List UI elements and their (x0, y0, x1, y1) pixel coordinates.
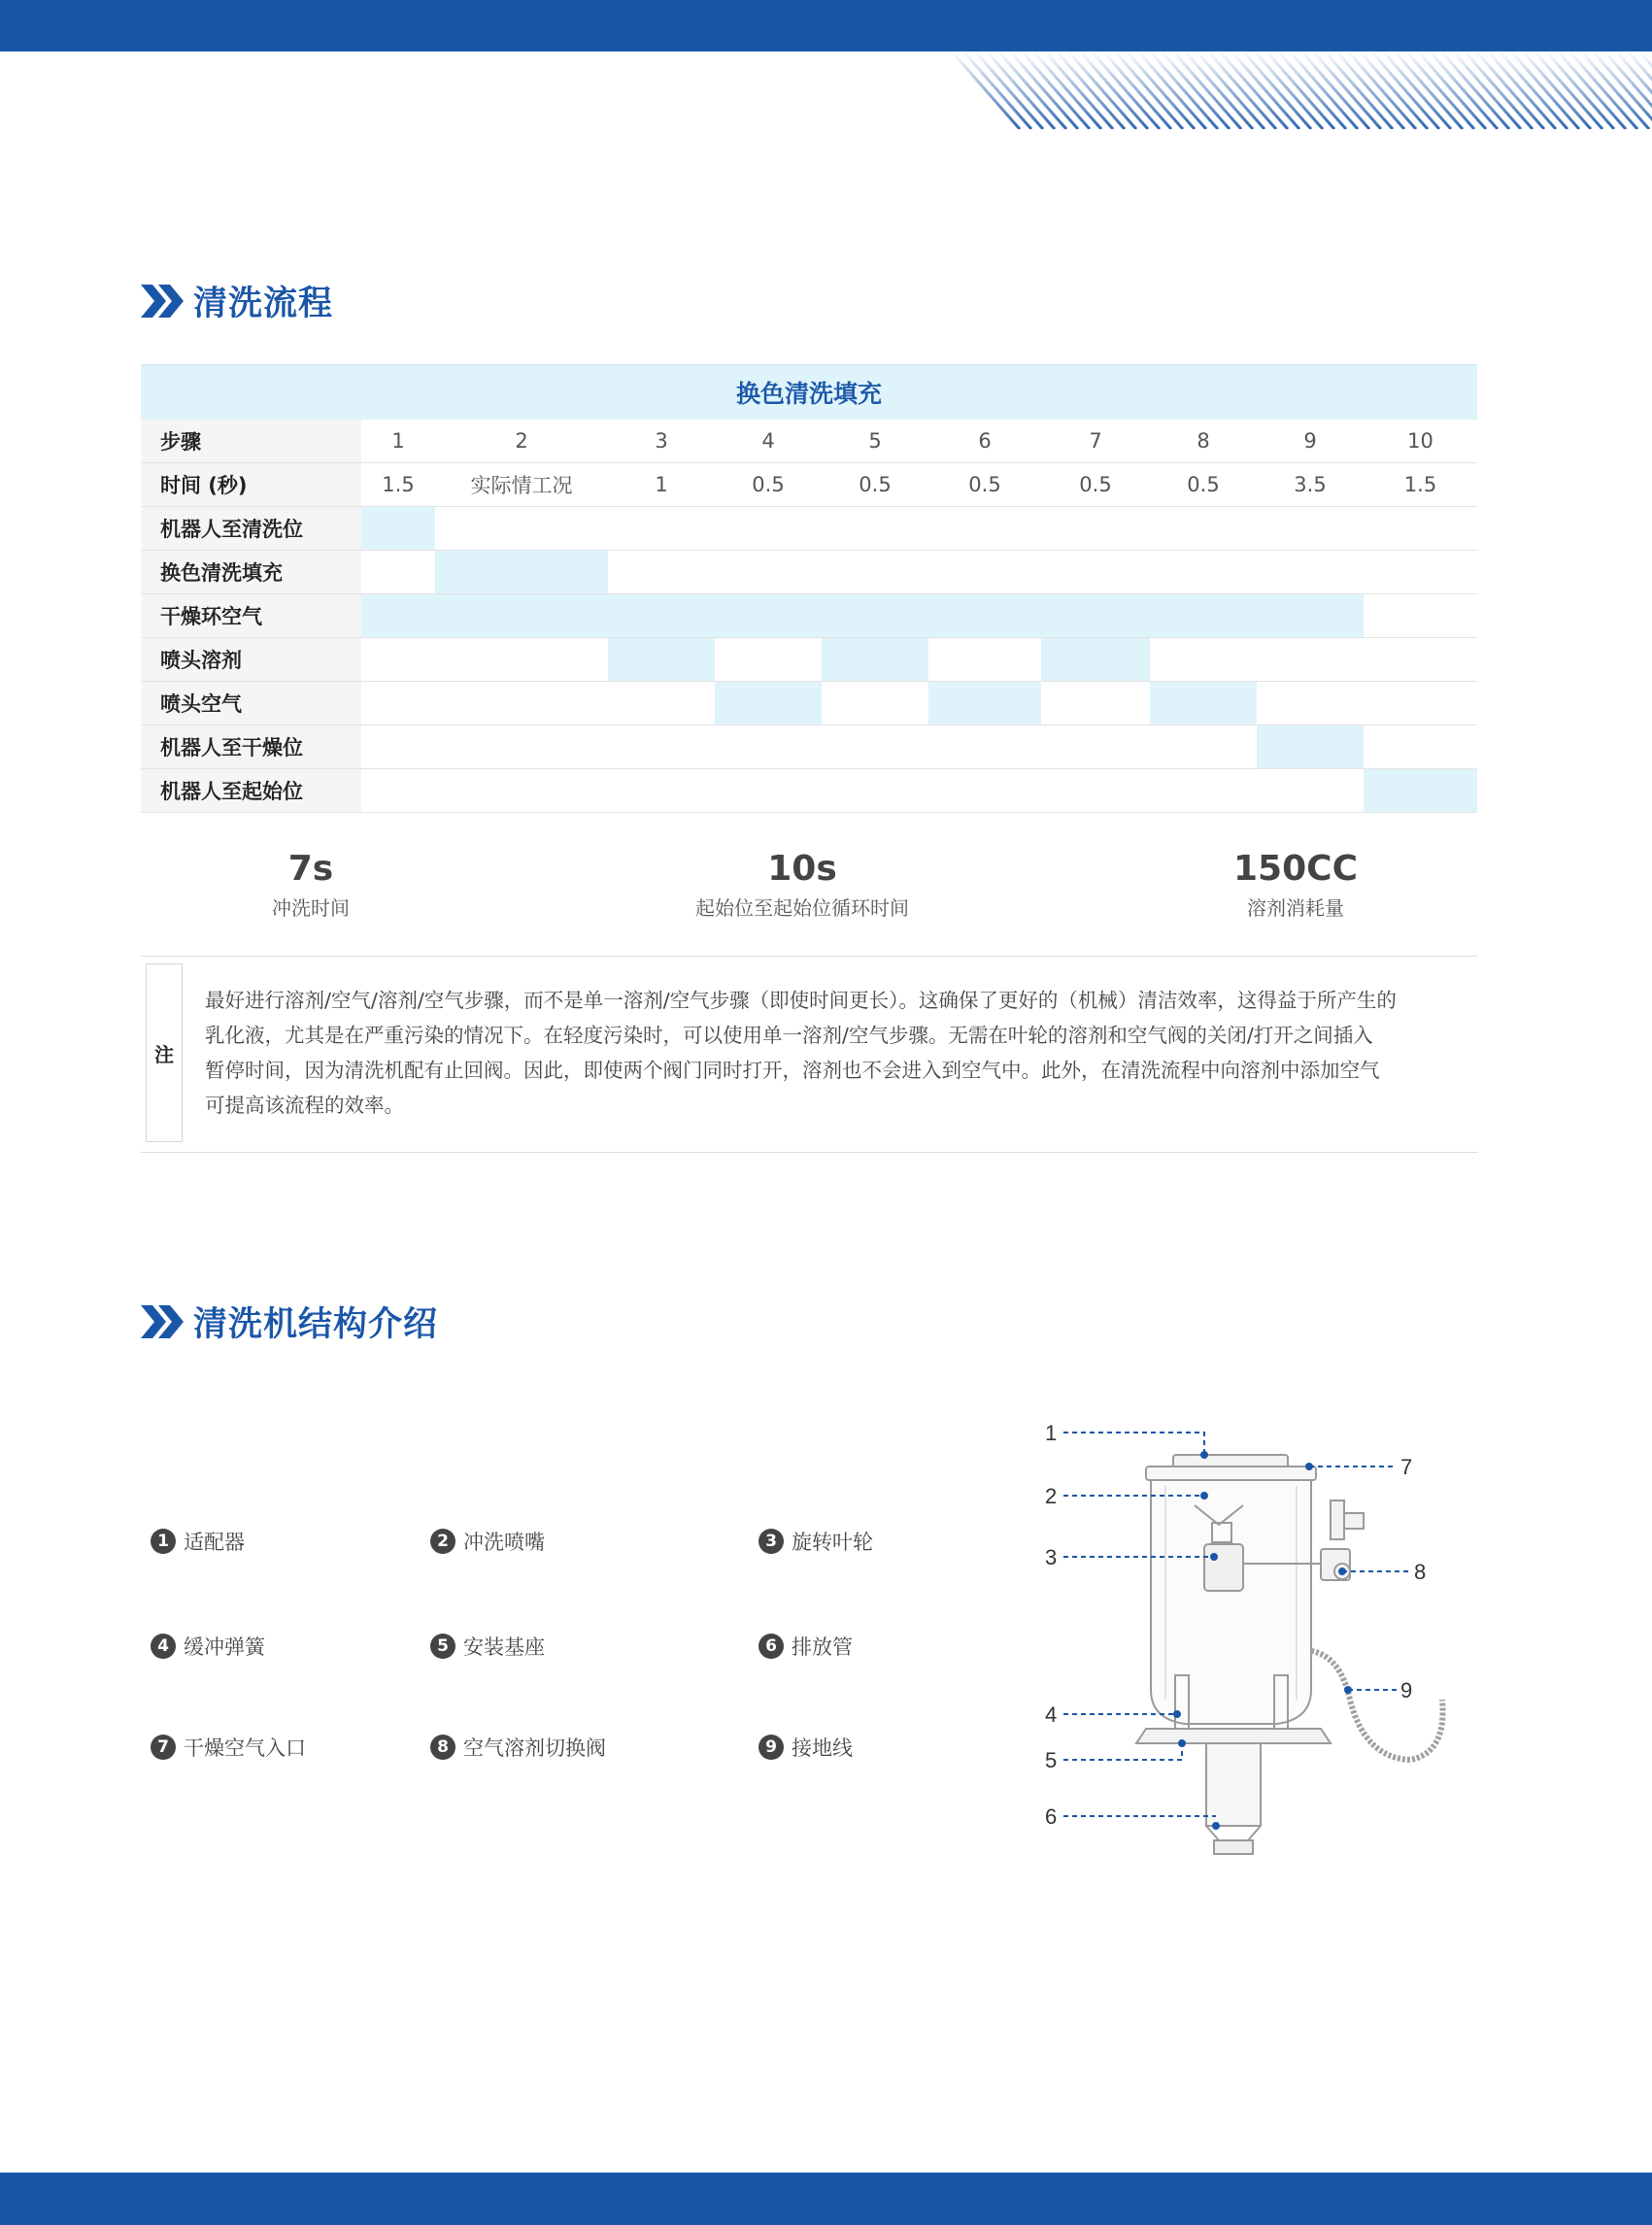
empty-cell (1041, 682, 1150, 725)
note-text (205, 983, 1458, 1123)
part-name: 适配器 (184, 1531, 245, 1554)
stat-value: 150CC (1233, 849, 1358, 889)
empty-cell (435, 682, 608, 725)
diagram-label-8: 8 (1414, 1560, 1427, 1584)
time-cell: 1.5 (1403, 473, 1437, 496)
table-row-steps (141, 420, 1477, 463)
empty-cell (715, 551, 822, 593)
part-number: 7 (151, 1735, 176, 1760)
stat-flush-time (165, 850, 456, 921)
note-line: 暂停时间，因为清洗机配有止回阀。因此，即使两个阀门同时打开，溶剂也不会进入到空气中。此外，在清洗流程中向溶剂中添加空气 (205, 1059, 1380, 1082)
table-row (141, 769, 1477, 813)
stat-cycle-time (657, 850, 948, 921)
step-cell: 8 (1197, 429, 1210, 453)
row-label: 步骤 (141, 420, 361, 462)
part-item-5 (430, 1632, 545, 1661)
empty-cell (715, 638, 822, 681)
section-title-structure (141, 1298, 438, 1346)
bottom-banner (0, 2173, 1652, 2225)
table-title: 换色清洗填充 (141, 364, 1477, 420)
empty-cell (608, 725, 715, 768)
diagram-label-5: 5 (1045, 1748, 1058, 1772)
empty-cell (361, 682, 435, 725)
empty-cell (1364, 551, 1477, 593)
empty-cell (928, 507, 1041, 550)
active-cell (435, 594, 608, 637)
active-cell (928, 682, 1041, 725)
empty-cell (928, 725, 1041, 768)
empty-cell (361, 769, 435, 812)
time-cell: 0.5 (968, 473, 1001, 496)
part-item-7 (151, 1733, 306, 1762)
part-item-1 (151, 1527, 245, 1556)
part-name: 安装基座 (463, 1635, 545, 1659)
step-cell: 9 (1303, 429, 1317, 453)
empty-cell (1041, 551, 1150, 593)
part-number: 1 (151, 1529, 176, 1554)
stat-value: 7s (287, 849, 334, 889)
row-label: 时间 (秒) (141, 463, 361, 506)
row-label: 机器人至清洗位 (141, 507, 361, 550)
row-label: 换色清洗填充 (141, 551, 361, 593)
part-item-9 (759, 1733, 853, 1762)
active-cell (608, 594, 715, 637)
part-name: 旋转叶轮 (792, 1531, 873, 1554)
time-cell: 0.5 (1187, 473, 1220, 496)
diagram-label-3: 3 (1045, 1545, 1058, 1569)
empty-cell (928, 769, 1041, 812)
empty-cell (1364, 507, 1477, 550)
section-title-cleaning-process (141, 277, 333, 325)
cleaner-diagram (1029, 1408, 1476, 1865)
empty-cell (1150, 551, 1257, 593)
empty-cell (715, 769, 822, 812)
note-tag: 注 (146, 963, 183, 1142)
note-line: 乳化液，尤其是在严重污染的情况下。在轻度污染时，可以使用单一溶剂/空气步骤。无需在叶轮的溶剂和空气阀的关闭/打开之间插入 (205, 1024, 1373, 1047)
part-item-2 (430, 1527, 545, 1556)
active-cell (928, 594, 1041, 637)
active-cell (1257, 594, 1364, 637)
table-row (141, 594, 1477, 638)
part-number: 2 (430, 1529, 455, 1554)
active-cell (435, 551, 608, 593)
diagram-label-2: 2 (1045, 1484, 1058, 1508)
empty-cell (822, 551, 928, 593)
empty-cell (1041, 507, 1150, 550)
empty-cell (1257, 769, 1364, 812)
part-name: 排放管 (792, 1635, 853, 1659)
empty-cell (822, 725, 928, 768)
active-cell (1364, 769, 1477, 812)
empty-cell (361, 638, 435, 681)
part-name: 干燥空气入口 (184, 1736, 306, 1760)
double-chevron-icon (141, 282, 185, 320)
empty-cell (822, 682, 928, 725)
double-chevron-icon (141, 1302, 185, 1341)
divider (141, 1152, 1477, 1153)
step-cell: 5 (868, 429, 882, 453)
empty-cell (608, 507, 715, 550)
row-label: 机器人至干燥位 (141, 725, 361, 768)
part-number: 8 (430, 1735, 455, 1760)
step-cell: 6 (978, 429, 992, 453)
empty-cell (1257, 551, 1364, 593)
empty-cell (435, 725, 608, 768)
part-item-4 (151, 1632, 265, 1661)
empty-cell (1364, 682, 1477, 725)
empty-cell (435, 507, 608, 550)
active-cell (1150, 682, 1257, 725)
diagram-label-1: 1 (1045, 1421, 1058, 1445)
table-row (141, 682, 1477, 725)
step-cell: 2 (515, 429, 528, 453)
empty-cell (1257, 682, 1364, 725)
section-title-text: 清洗流程 (193, 285, 334, 323)
time-cell: 1 (655, 473, 668, 496)
part-item-6 (759, 1632, 853, 1661)
part-number: 6 (759, 1634, 784, 1659)
diagram-label-4: 4 (1045, 1702, 1058, 1727)
section-title-text: 清洗机结构介绍 (193, 1305, 439, 1344)
time-cell: 0.5 (859, 473, 892, 496)
empty-cell (1364, 594, 1477, 637)
empty-cell (361, 725, 435, 768)
empty-cell (435, 769, 608, 812)
empty-cell (1364, 638, 1477, 681)
part-number: 4 (151, 1634, 176, 1659)
active-cell (361, 594, 435, 637)
step-cell: 3 (655, 429, 668, 453)
empty-cell (1150, 725, 1257, 768)
step-cell: 10 (1407, 429, 1433, 453)
active-cell (1150, 594, 1257, 637)
empty-cell (608, 769, 715, 812)
empty-cell (608, 682, 715, 725)
table-row (141, 551, 1477, 594)
part-name: 缓冲弹簧 (184, 1635, 265, 1659)
table-row-times (141, 463, 1477, 507)
stat-value: 10s (767, 849, 837, 889)
empty-cell (361, 551, 435, 593)
empty-cell (928, 638, 1041, 681)
diagram-label-6: 6 (1045, 1804, 1058, 1829)
empty-cell (715, 725, 822, 768)
active-cell (1041, 594, 1150, 637)
active-cell (1257, 725, 1364, 768)
active-cell (822, 638, 928, 681)
row-label: 机器人至起始位 (141, 769, 361, 812)
empty-cell (715, 507, 822, 550)
row-label: 干燥环空气 (141, 594, 361, 637)
part-item-8 (430, 1733, 606, 1762)
part-number: 9 (759, 1735, 784, 1760)
empty-cell (1364, 725, 1477, 768)
top-banner (0, 0, 1652, 51)
time-cell: 1.5 (382, 473, 415, 496)
empty-cell (822, 769, 928, 812)
row-label: 喷头空气 (141, 682, 361, 725)
part-number: 5 (430, 1634, 455, 1659)
empty-cell (928, 551, 1041, 593)
empty-cell (1150, 638, 1257, 681)
process-table (141, 364, 1477, 813)
time-cell: 0.5 (1079, 473, 1112, 496)
step-cell: 4 (761, 429, 775, 453)
empty-cell (1150, 507, 1257, 550)
active-cell (361, 507, 435, 550)
table-row (141, 638, 1477, 682)
step-cell: 7 (1089, 429, 1102, 453)
part-number: 3 (759, 1529, 784, 1554)
part-item-3 (759, 1527, 873, 1556)
stat-solvent-usage (1150, 850, 1441, 921)
stat-label: 冲洗时间 (272, 896, 350, 920)
part-name: 冲洗喷嘴 (463, 1531, 545, 1554)
empty-cell (608, 551, 715, 593)
empty-cell (1257, 638, 1364, 681)
diagram-label-7: 7 (1400, 1455, 1413, 1479)
stat-label: 起始位至起始位循环时间 (695, 896, 909, 920)
decorative-stripes (952, 51, 1652, 129)
time-cell: 0.5 (752, 473, 785, 496)
part-name: 接地线 (792, 1736, 853, 1760)
empty-cell (1041, 769, 1150, 812)
active-cell (1041, 638, 1150, 681)
active-cell (715, 682, 822, 725)
row-label: 喷头溶剂 (141, 638, 361, 681)
part-name: 空气溶剂切换阀 (463, 1736, 606, 1760)
stat-label: 溶剂消耗量 (1247, 896, 1344, 920)
empty-cell (1257, 507, 1364, 550)
note-line: 可提高该流程的效率。 (205, 1094, 404, 1117)
time-cell: 3.5 (1294, 473, 1327, 496)
table-row (141, 725, 1477, 769)
active-cell (715, 594, 822, 637)
table-row (141, 507, 1477, 551)
active-cell (822, 594, 928, 637)
diagram-label-9: 9 (1400, 1678, 1413, 1702)
divider (141, 956, 1477, 957)
empty-cell (435, 638, 608, 681)
empty-cell (1150, 769, 1257, 812)
note-line: 最好进行溶剂/空气/溶剂/空气步骤，而不是单一溶剂/空气步骤（即使时间更长）。这确保了更好的（机械）清洁效率，这得益于所产生的 (205, 989, 1397, 1012)
time-cell: 实际情工况 (470, 474, 573, 497)
active-cell (608, 638, 715, 681)
step-cell: 1 (391, 429, 405, 453)
empty-cell (1041, 725, 1150, 768)
empty-cell (822, 507, 928, 550)
